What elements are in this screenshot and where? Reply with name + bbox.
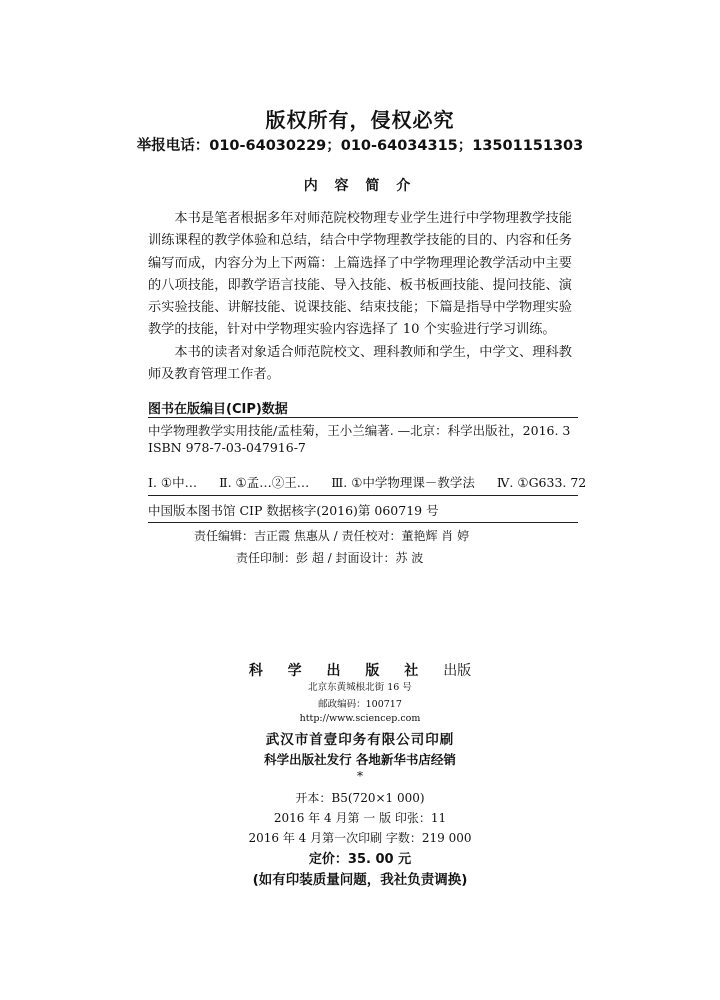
cip-bottom-rule <box>148 522 578 523</box>
cip-middle-rule <box>148 495 578 496</box>
separator-asterisk: * <box>357 769 363 783</box>
intro-text <box>148 208 572 386</box>
distribution: 科学出版社发行 各地新华书店经销 <box>264 752 456 767</box>
quality-notice: (如有印装质量问题，我社负责调换) <box>252 872 468 888</box>
publisher-postcode: 邮政编码：100717 <box>318 699 402 710</box>
cip-verification: 中国版本图书馆 CIP 数据核字(2016)第 060719 号 <box>148 503 439 518</box>
publisher-website: http://www.sciencep.com <box>299 713 421 724</box>
intro-paragraph-1: 本书是笔者根据多年对师范院校物理专业学生进行中学物理教学技能训练课程的教学体验和总结，结合中学物理教学技能的目的、内容和任务编写而成，内容分为上下两篇：上篇选择了中学物理理论教学活动中主要的八项技能，即教学语言技能、导入技能、板书板画技能、提问技能、演示实验技能、讲解技能、说课技能、结束技能；下篇是指导中学物理实验教学的技能，针对中学物理实验内容选择了 10 个实验进行学习训练。 <box>148 211 572 338</box>
classification-item: Ⅳ. ①G633. 72 <box>496 475 587 490</box>
hotline-label: 举报电话： <box>136 138 210 154</box>
book-printing: 2016 年 4 月第一次印刷 字数：219 000 <box>248 831 472 845</box>
printer-name: 武汉市首壹印务有限公司印刷 <box>265 732 455 748</box>
cip-title: 图书在版编目(CIP)数据 <box>148 402 288 417</box>
classification-item: Ⅰ. ①中… <box>148 475 198 490</box>
staff-editors: 责任编辑：吉正霞 焦惠从 / 责任校对：董艳辉 肖 婷 <box>194 529 470 543</box>
staff-production: 责任印制：彭 超 / 封面设计：苏 波 <box>236 551 424 565</box>
cip-classification <box>148 473 587 491</box>
classification-item: Ⅲ. ①中学物理课－教学法 <box>331 475 475 490</box>
classification-item: Ⅱ. ①孟…②王… <box>219 475 310 490</box>
publisher-name-text: 科 学 出 版 社 <box>248 663 429 679</box>
publisher-address: 北京东黄城根北街 16 号 <box>308 682 412 693</box>
publisher-name <box>0 660 720 680</box>
book-edition: 2016 年 4 月第 一 版 印张：11 <box>273 811 447 825</box>
book-format: 开本：B5(720×1 000) <box>295 791 425 805</box>
copyright-title: 版权所有，侵权必究 <box>265 108 455 132</box>
book-price: 定价：35. 00 元 <box>308 852 412 867</box>
report-hotline <box>0 134 720 155</box>
intro-paragraph-2: 本书的读者对象适合师范院校文、理科教师和学生，中学文、理科教师及教育管理工作者。 <box>148 344 572 383</box>
cip-isbn: ISBN 978-7-03-047916-7 <box>148 440 306 455</box>
publisher-suffix: 出版 <box>443 663 472 679</box>
hotline-numbers: 010-64030229；010-64034315；13501151303 <box>209 138 584 154</box>
intro-title: 内 容 简 介 <box>303 178 417 194</box>
cip-record: 中学物理教学实用技能/孟桂菊，王小兰编著. —北京：科学出版社，2016. 3 <box>148 423 571 438</box>
cip-top-rule <box>148 417 578 418</box>
